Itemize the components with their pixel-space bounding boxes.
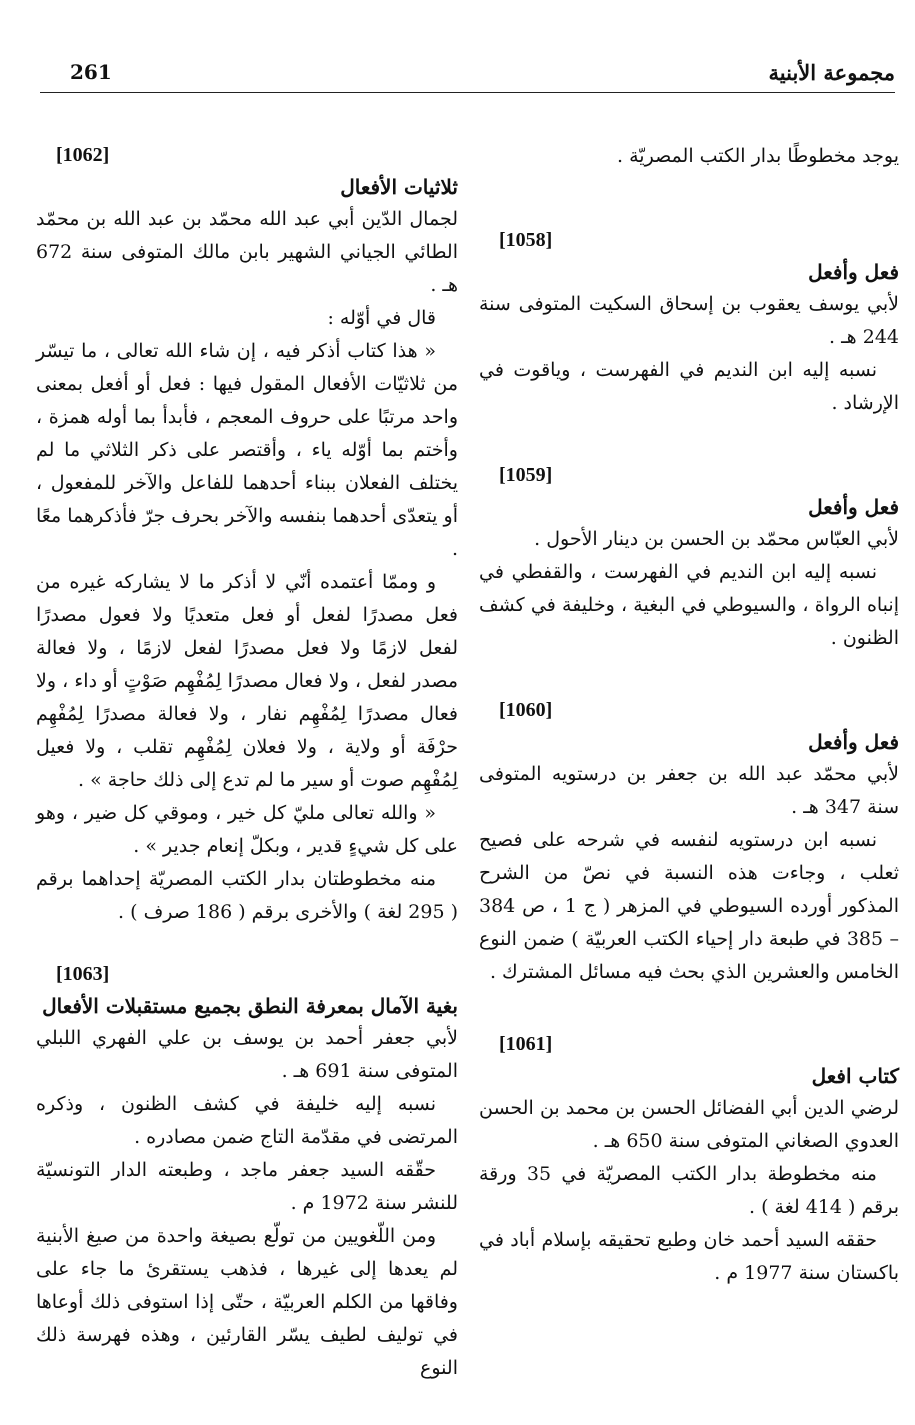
entry-paragraph: لرضي الدين أبي الفضائل الحسن بن محمد بن الحسن العدوي الصغاني المتوفى سنة 650 هـ .	[479, 1097, 899, 1152]
entry-1063	[36, 959, 458, 1385]
entry-1060	[479, 695, 899, 989]
entry-number: [1061]	[499, 1033, 553, 1055]
entry-quote: و وممّا أعتمده أنّي لا أذكر ما لا يشاركه غيره من فعل مصدرًا لفعل أو فعل متعديًا ولا فعول مصدرًا لفعل لازمًا ولا فعل مصدرًا لفعل لازمًا ، ولا فعالة مصدر لفعل ، ولا فعال مصدرًا لِمُفْهِم صَوْتٍ أو داء ، ولا فعال مصدرًا لِمُفْهِم نفار ، ولا فعالة مصدرًا لِمُفْهِم حرْفَة أو ولاية ، ولا فعلان لِمُفْهِم تقلب ، ولا فعيل لِمُفْهِم صوت أو سير ما لم تدع إلى ذلك حاجة » .	[36, 571, 458, 791]
entry-number: [1060]	[499, 699, 553, 721]
entry-title: فعل وأفعل	[808, 730, 899, 754]
entry-1058	[479, 225, 899, 420]
entry-number: [1058]	[499, 229, 553, 251]
entry-paragraph: لأبي جعفر أحمد بن يوسف بن علي الفهري اللبلي المتوفى سنة 691 هـ .	[36, 1027, 458, 1082]
entry-paragraph: منه مخطوطة بدار الكتب المصريّة في 35 ورقة برقم ( 414 لغة ) .	[479, 1163, 899, 1218]
entry-paragraph: لأبي محمّد عبد الله بن جعفر بن درستويه المتوفى سنة 347 هـ .	[479, 763, 899, 818]
entry-number: [1062]	[56, 144, 110, 166]
entry-quote: « هذا كتاب أذكر فيه ، إن شاء الله تعالى ، ما تيسّر من ثلاثيّات الأفعال المقول فيها : فعل أو أفعل بمعنى واحد مرتبًا على حروف المعجم ، فأبدأ بما أوله همزة ، وأختم بما أوّله ياء ، وأقتصر على ذكر الثلاثي ما لم يختلف الفعلان ببناء أحدهما للفاعل والآخر للمفعول ، أو يتعدّى أحدهما بنفسه والآخر بحرف جرّ فأذكرهما معًا .	[36, 340, 458, 560]
entry-quote: « والله تعالى مليّ كل خير ، وموقي كل ضير ، وهو على كل شيءٍ قدير ، وبكلّ إنعام جدير » .	[36, 802, 458, 857]
running-title: مجموعة الأبنية	[768, 60, 895, 85]
right-column	[479, 140, 899, 1330]
entry-number: [1063]	[56, 963, 110, 985]
entry-title: بغية الآمال بمعرفة النطق بجميع مستقبلات الأفعال	[42, 994, 458, 1018]
entry-paragraph: منه مخطوطتان بدار الكتب المصريّة إحداهما برقم ( 295 لغة ) والأخرى برقم ( 186 صرف ) .	[36, 868, 458, 923]
left-column	[36, 140, 458, 1425]
entry-paragraph: حققه السيد أحمد خان وطبع تحقيقه بإسلام أباد في باكستان سنة 1977 م .	[479, 1229, 899, 1284]
entry-number: [1059]	[499, 464, 553, 486]
entry-title: فعل وأفعل	[808, 495, 899, 519]
entry-paragraph: لجمال الدّين أبي عبد الله محمّد بن عبد الله بن محمّد الطائي الجياني الشهير بابن مالك المتوفى سنة 672 هـ .	[36, 208, 458, 296]
entry-paragraph: نسبه إليه خليفة في كشف الظنون ، وذكره المرتضى في مقدّمة التاج ضمن مصادره .	[36, 1093, 458, 1148]
entry-1061	[479, 1029, 899, 1290]
entry-title: كتاب افعل	[811, 1064, 899, 1088]
entry-paragraph: لأبي العبّاس محمّد بن الحسن بن دينار الأحول .	[534, 528, 899, 550]
entry-1062	[36, 140, 458, 929]
entry-1059	[479, 460, 899, 655]
page-number: 261	[70, 60, 112, 84]
entry-title: ثلاثيات الأفعال	[340, 175, 458, 199]
intro-text: يوجد مخطوطًا بدار الكتب المصريّة .	[617, 145, 899, 167]
entry-paragraph: نسبه ابن درستويه لنفسه في شرحه على فصيح ثعلب ، وجاءت هذه النسبة في نصّ من الشرح المذكور أورده السيوطي في المزهر ( ج 1 ، ص 384 – 385 في طبعة دار إحياء الكتب العربيّة ) ضمن النوع الخامس والعشرين الذي بحث فيه مسائل المشترك .	[479, 829, 899, 983]
entry-paragraph: ومن اللّغويين من تولّع بصيغة واحدة من صيغ الأبنية لم يعدها إلى غيرها ، فذهب يستقرئ ما جاء على وفاقها من الكلم العربيّة ، حتّى إذا استوفى ذلك أوعاها في توليف لطيف يسّر القارئين ، وهذه فهرسة ذلك النوع	[36, 1225, 458, 1379]
entry-paragraph: لأبي يوسف يعقوب بن إسحاق السكيت المتوفى سنة 244 هـ .	[479, 293, 899, 348]
page-header	[40, 52, 895, 93]
entry-paragraph: نسبه إليه ابن النديم في الفهرست ، والقفطي في إنباه الرواة ، والسيوطي في البغية ، وخليفة في كشف الظنون .	[479, 561, 899, 649]
entry-title: فعل وأفعل	[808, 260, 899, 284]
entry-paragraph: نسبه إليه ابن النديم في الفهرست ، وياقوت في الإرشاد .	[479, 359, 899, 414]
entry-paragraph: حقّقه السيد جعفر ماجد ، وطبعته الدار التونسيّة للنشر سنة 1972 م .	[36, 1159, 458, 1214]
entry-paragraph: قال في أوّله :	[327, 307, 436, 329]
